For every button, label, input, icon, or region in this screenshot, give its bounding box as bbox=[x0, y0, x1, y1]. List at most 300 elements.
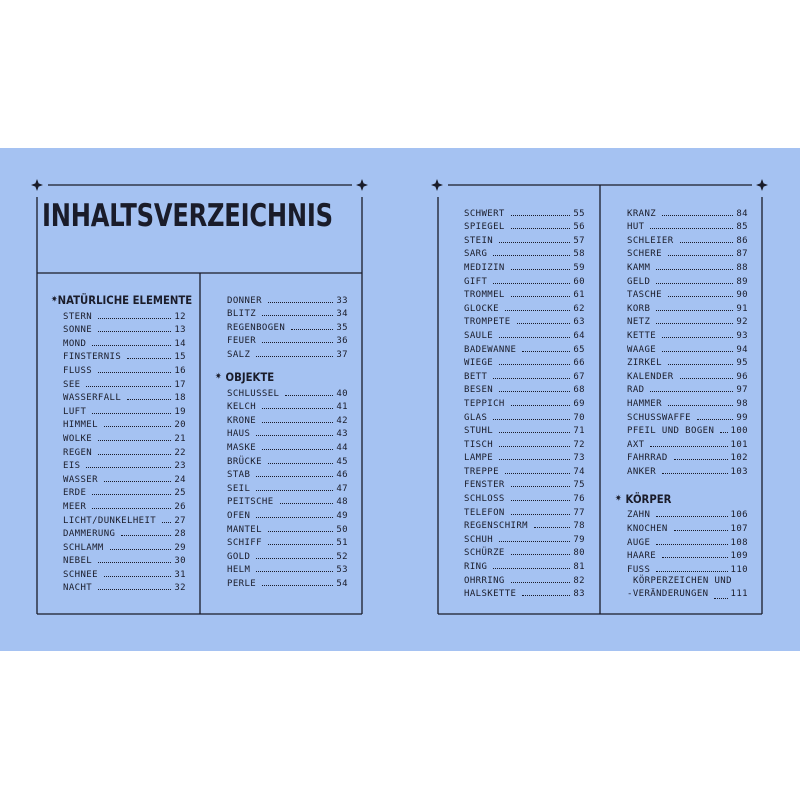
toc-leader-dots bbox=[720, 432, 727, 433]
toc-entry-page: 77 bbox=[573, 507, 585, 518]
toc-entry-page: 64 bbox=[573, 330, 585, 341]
toc-entry-label: NEBEL bbox=[63, 556, 93, 567]
toc-entry-page: 61 bbox=[573, 290, 585, 301]
toc-entry[interactable] bbox=[464, 219, 585, 233]
toc-entry-page: 82 bbox=[573, 575, 585, 586]
toc-leader-dots bbox=[674, 530, 728, 531]
toc-entry[interactable] bbox=[464, 477, 585, 491]
toc-entry-page: 98 bbox=[736, 398, 748, 409]
toc-entry[interactable] bbox=[627, 259, 748, 273]
toc-entry[interactable] bbox=[63, 376, 186, 390]
toc-entry[interactable] bbox=[464, 273, 585, 287]
toc-entry-label: SCHUSSWAFFE bbox=[627, 412, 692, 423]
toc-entry-label: SCHNEE bbox=[63, 569, 98, 580]
toc-entry[interactable] bbox=[227, 333, 348, 347]
section-star-icon: ✷ bbox=[215, 371, 222, 382]
toc-entry[interactable] bbox=[464, 450, 585, 464]
toc-entry-page: 28 bbox=[174, 529, 186, 540]
toc-entry-label: MOND bbox=[63, 338, 87, 349]
toc-entry[interactable] bbox=[464, 545, 585, 559]
toc-leader-dots bbox=[268, 463, 333, 464]
toc-entry[interactable] bbox=[63, 566, 186, 580]
toc-entry[interactable] bbox=[63, 390, 186, 404]
toc-entry[interactable] bbox=[464, 504, 585, 518]
toc-entry[interactable] bbox=[627, 232, 748, 246]
toc-entry-page: 72 bbox=[573, 439, 585, 450]
toc-entry-label: SCHÜRZE bbox=[464, 548, 505, 559]
toc-leader-dots bbox=[668, 296, 733, 297]
toc-entry[interactable] bbox=[63, 498, 186, 512]
toc-leader-dots bbox=[656, 310, 733, 311]
toc-entry-label: DONNER bbox=[227, 295, 262, 306]
toc-leader-dots bbox=[511, 514, 571, 515]
toc-leader-dots bbox=[656, 516, 727, 517]
toc-entry-page: 44 bbox=[336, 442, 348, 453]
toc-entry-page: 109 bbox=[730, 551, 748, 562]
toc-entry-label: SALZ bbox=[227, 349, 251, 360]
toc-entry-page: 106 bbox=[730, 510, 748, 521]
toc-entry[interactable] bbox=[464, 327, 585, 341]
toc-entry[interactable] bbox=[63, 430, 186, 444]
toc-entry[interactable] bbox=[464, 232, 585, 246]
toc-entry-label: SCHUH bbox=[464, 534, 494, 545]
toc-entry-page: 97 bbox=[736, 385, 748, 396]
toc-entry[interactable] bbox=[227, 521, 348, 535]
toc-entry-label: OHRRING bbox=[464, 575, 505, 586]
toc-leader-dots bbox=[656, 269, 733, 270]
toc-entry-label: BRÜCKE bbox=[227, 456, 262, 467]
toc-entry[interactable] bbox=[464, 259, 585, 273]
toc-entry-page: 74 bbox=[573, 466, 585, 477]
toc-leader-dots bbox=[121, 535, 171, 536]
toc-entry-label: STUHL bbox=[464, 426, 494, 437]
ornament-star-icon bbox=[756, 179, 768, 191]
toc-entry[interactable] bbox=[227, 399, 348, 413]
toc-leader-dots bbox=[522, 595, 570, 596]
toc-entry[interactable] bbox=[227, 548, 348, 562]
toc-entry[interactable] bbox=[227, 480, 348, 494]
toc-entry[interactable] bbox=[627, 382, 748, 396]
toc-entry-page: 24 bbox=[174, 474, 186, 485]
toc-entry-label: WOLKE bbox=[63, 433, 93, 444]
toc-entry-label: KELCH bbox=[227, 402, 257, 413]
toc-entry-page: 85 bbox=[736, 222, 748, 233]
toc-entry-page: 67 bbox=[573, 371, 585, 382]
toc-leader-dots bbox=[104, 426, 171, 427]
toc-entry-label: KRONE bbox=[227, 415, 257, 426]
toc-entry[interactable] bbox=[464, 572, 585, 586]
toc-entry[interactable] bbox=[63, 512, 186, 526]
toc-entry[interactable] bbox=[627, 219, 748, 233]
toc-leader-dots bbox=[127, 399, 171, 400]
toc-entry[interactable] bbox=[627, 436, 748, 450]
toc-entry[interactable] bbox=[627, 355, 748, 369]
toc-entry-page: 79 bbox=[573, 534, 585, 545]
toc-entry[interactable] bbox=[627, 575, 748, 602]
toc-entry-page: 108 bbox=[730, 537, 748, 548]
toc-entry[interactable] bbox=[464, 314, 585, 328]
toc-entry[interactable] bbox=[63, 539, 186, 553]
toc-leader-dots bbox=[499, 364, 570, 365]
toc-entry-page: 41 bbox=[336, 402, 348, 413]
toc-entry-page: 56 bbox=[573, 222, 585, 233]
toc-entry[interactable] bbox=[627, 205, 748, 219]
toc-entry[interactable] bbox=[464, 382, 585, 396]
toc-entry-page: 101 bbox=[730, 439, 748, 450]
toc-entry[interactable] bbox=[63, 417, 186, 431]
toc-leader-dots bbox=[98, 589, 171, 590]
toc-leader-dots bbox=[98, 331, 171, 332]
toc-entry-label: WASSERFALL bbox=[63, 393, 122, 404]
toc-entry-page: 81 bbox=[573, 562, 585, 573]
toc-column-3 bbox=[464, 205, 585, 599]
toc-column-1 bbox=[51, 292, 193, 594]
toc-leader-dots bbox=[656, 283, 733, 284]
section-heading-natuerliche-elemente: ✷ NATÜRLICHE ELEMENTE bbox=[51, 293, 193, 307]
toc-leader-dots bbox=[92, 508, 171, 509]
toc-leader-dots bbox=[517, 323, 571, 324]
toc-entry-page: 23 bbox=[174, 461, 186, 472]
toc-entry[interactable] bbox=[627, 423, 748, 437]
toc-entry[interactable] bbox=[227, 319, 348, 333]
toc-entry-label: SEIL bbox=[227, 483, 251, 494]
toc-leader-dots bbox=[650, 391, 733, 392]
toc-leader-dots bbox=[256, 476, 333, 477]
toc-leader-dots bbox=[680, 378, 734, 379]
toc-entry-label: HAARE bbox=[627, 551, 657, 562]
toc-leader-dots bbox=[499, 446, 570, 447]
toc-entry-label: NETZ bbox=[627, 317, 651, 328]
toc-entry-page: 76 bbox=[573, 494, 585, 505]
toc-entry-label: SAULE bbox=[464, 330, 494, 341]
toc-entry-page: 57 bbox=[573, 235, 585, 246]
toc-leader-dots bbox=[256, 558, 333, 559]
toc-entry-page: 16 bbox=[174, 365, 186, 376]
toc-entry-page: 52 bbox=[336, 551, 348, 562]
toc-entry-page: 71 bbox=[573, 426, 585, 437]
toc-entry-label: PERLE bbox=[227, 578, 257, 589]
toc-entry-label: SCHLUSSEL bbox=[227, 388, 280, 399]
toc-entry-label: SEE bbox=[63, 379, 81, 390]
toc-entry[interactable] bbox=[227, 453, 348, 467]
toc-entry-page: 83 bbox=[573, 589, 585, 600]
toc-entry-page: 80 bbox=[573, 548, 585, 559]
toc-entry[interactable] bbox=[464, 300, 585, 314]
toc-entry-label: STAB bbox=[227, 470, 251, 481]
toc-leader-dots bbox=[499, 391, 570, 392]
toc-entry-page: 99 bbox=[736, 412, 748, 423]
toc-entry[interactable] bbox=[63, 526, 186, 540]
toc-entry-page: 102 bbox=[730, 453, 748, 464]
toc-entry-label: KALENDER bbox=[627, 371, 674, 382]
toc-entry-page: 93 bbox=[736, 330, 748, 341]
toc-entry[interactable] bbox=[464, 531, 585, 545]
toc-entry[interactable] bbox=[227, 494, 348, 508]
toc-entry-page: 49 bbox=[336, 510, 348, 521]
toc-leader-dots bbox=[505, 473, 570, 474]
toc-entry[interactable] bbox=[63, 553, 186, 567]
toc-leader-dots bbox=[511, 486, 571, 487]
toc-entry[interactable] bbox=[227, 412, 348, 426]
toc-leader-dots bbox=[104, 481, 171, 482]
toc-entry-label: KETTE bbox=[627, 330, 657, 341]
toc-entry-page: 17 bbox=[174, 379, 186, 390]
toc-entry-label: SCHLAMM bbox=[63, 542, 104, 553]
toc-entry-page: 65 bbox=[573, 344, 585, 355]
toc-leader-dots bbox=[162, 522, 171, 523]
toc-entry-label: HUT bbox=[627, 222, 645, 233]
toc-entry[interactable] bbox=[627, 548, 748, 562]
toc-entry[interactable] bbox=[227, 426, 348, 440]
toc-entry[interactable] bbox=[464, 463, 585, 477]
toc-entry-page: 26 bbox=[174, 501, 186, 512]
toc-entry[interactable] bbox=[627, 287, 748, 301]
toc-entry-page: 84 bbox=[736, 208, 748, 219]
toc-leader-dots bbox=[662, 351, 733, 352]
toc-entry[interactable] bbox=[63, 580, 186, 594]
toc-entry-label: SONNE bbox=[63, 325, 93, 336]
toc-entry-page: 40 bbox=[336, 388, 348, 399]
toc-entry-page: 62 bbox=[573, 303, 585, 314]
toc-entry-label: MANTEL bbox=[227, 524, 262, 535]
toc-entry-label: REGEN bbox=[63, 447, 93, 458]
toc-entry-page: 33 bbox=[336, 295, 348, 306]
toc-entry-page: 12 bbox=[174, 311, 186, 322]
toc-entry-page: 70 bbox=[573, 412, 585, 423]
toc-entry-label: HIMMEL bbox=[63, 420, 98, 431]
toc-entry-label: GLAS bbox=[464, 412, 488, 423]
toc-entry-label: TELEFON bbox=[464, 507, 505, 518]
toc-entry-page: 63 bbox=[573, 317, 585, 328]
toc-entry-label: AUGE bbox=[627, 537, 651, 548]
toc-leader-dots bbox=[668, 255, 733, 256]
toc-entry[interactable] bbox=[227, 575, 348, 589]
toc-leader-dots bbox=[511, 228, 571, 229]
toc-leader-dots bbox=[98, 372, 171, 373]
toc-entry-label: SCHLEIER bbox=[627, 235, 674, 246]
toc-entry[interactable] bbox=[627, 341, 748, 355]
toc-entry-label: FLUSS bbox=[63, 365, 93, 376]
toc-entry[interactable] bbox=[627, 507, 748, 521]
toc-entry-page: 18 bbox=[174, 393, 186, 404]
toc-entry[interactable] bbox=[63, 362, 186, 376]
toc-entry-label: HELM bbox=[227, 565, 251, 576]
toc-entry-label: RING bbox=[464, 562, 488, 573]
toc-entry[interactable] bbox=[464, 490, 585, 504]
toc-entry[interactable] bbox=[627, 368, 748, 382]
toc-entry[interactable] bbox=[63, 349, 186, 363]
toc-leader-dots bbox=[262, 342, 333, 343]
toc-entry[interactable] bbox=[627, 273, 748, 287]
toc-entry[interactable] bbox=[627, 246, 748, 260]
toc-entry[interactable] bbox=[627, 327, 748, 341]
toc-entry-page: 51 bbox=[336, 538, 348, 549]
toc-entry-page: 48 bbox=[336, 497, 348, 508]
toc-entry[interactable] bbox=[464, 436, 585, 450]
toc-entry[interactable] bbox=[63, 471, 186, 485]
toc-entry[interactable] bbox=[627, 534, 748, 548]
toc-entry[interactable] bbox=[627, 561, 748, 575]
toc-entry-label: KAMM bbox=[627, 262, 651, 273]
toc-entry-page: 42 bbox=[336, 415, 348, 426]
toc-entry-label: WIEGE bbox=[464, 358, 494, 369]
toc-entry[interactable] bbox=[63, 458, 186, 472]
toc-entry[interactable] bbox=[227, 306, 348, 320]
toc-entry[interactable] bbox=[464, 341, 585, 355]
toc-entry-label: BETT bbox=[464, 371, 488, 382]
toc-column-2 bbox=[215, 292, 348, 589]
toc-leader-dots bbox=[110, 549, 172, 550]
toc-entry-label: HAUS bbox=[227, 429, 251, 440]
toc-entry-label: SCHLOSS bbox=[464, 494, 505, 505]
toc-entry-label: GIFT bbox=[464, 276, 488, 287]
toc-leader-dots bbox=[511, 500, 571, 501]
toc-entry-label: OFEN bbox=[227, 510, 251, 521]
toc-entry-page: 107 bbox=[730, 524, 748, 535]
toc-entry[interactable] bbox=[464, 409, 585, 423]
toc-leader-dots bbox=[92, 494, 171, 495]
toc-leader-dots bbox=[674, 459, 728, 460]
toc-leader-dots bbox=[262, 449, 333, 450]
toc-leader-dots bbox=[511, 215, 571, 216]
toc-entry-page: 37 bbox=[336, 349, 348, 360]
toc-entry[interactable] bbox=[464, 287, 585, 301]
toc-leader-dots bbox=[662, 215, 733, 216]
toc-entry-page: 110 bbox=[730, 564, 748, 575]
toc-entry-label: KNOCHEN bbox=[627, 524, 668, 535]
toc-entry-page: 95 bbox=[736, 358, 748, 369]
section-star-icon: ✷ bbox=[51, 295, 58, 305]
toc-entry[interactable] bbox=[627, 395, 748, 409]
toc-entry-label: LAMPE bbox=[464, 453, 494, 464]
toc-leader-dots bbox=[505, 310, 570, 311]
toc-leader-dots bbox=[98, 562, 171, 563]
toc-leader-dots bbox=[511, 582, 571, 583]
toc-entry[interactable] bbox=[63, 403, 186, 417]
toc-entry[interactable] bbox=[464, 586, 585, 600]
toc-entry-label: WAAGE bbox=[627, 344, 657, 355]
toc-leader-dots bbox=[268, 302, 333, 303]
toc-entry-page: 30 bbox=[174, 556, 186, 567]
ornament-star-icon bbox=[431, 179, 443, 191]
toc-entry-page: 31 bbox=[174, 569, 186, 580]
toc-leader-dots bbox=[104, 576, 171, 577]
toc-entry[interactable] bbox=[227, 385, 348, 399]
toc-leader-dots bbox=[511, 269, 571, 270]
toc-entry[interactable] bbox=[464, 518, 585, 532]
toc-entry-label: STERN bbox=[63, 311, 93, 322]
toc-entry[interactable] bbox=[227, 346, 348, 360]
toc-entry-page: 111 bbox=[730, 589, 748, 600]
toc-entry-label: PEITSCHE bbox=[227, 497, 274, 508]
toc-entry[interactable] bbox=[464, 558, 585, 572]
toc-leader-dots bbox=[650, 446, 727, 447]
toc-entry[interactable] bbox=[227, 292, 348, 306]
toc-leader-dots bbox=[534, 527, 570, 528]
toc-leader-dots bbox=[656, 544, 727, 545]
toc-entry-page: 92 bbox=[736, 317, 748, 328]
toc-entry[interactable] bbox=[627, 314, 748, 328]
toc-entry[interactable] bbox=[63, 322, 186, 336]
toc-leader-dots bbox=[98, 454, 171, 455]
toc-leader-dots bbox=[668, 405, 733, 406]
toc-entry[interactable] bbox=[627, 300, 748, 314]
toc-entry[interactable] bbox=[227, 439, 348, 453]
toc-entry-label: BADEWANNE bbox=[464, 344, 517, 355]
toc-entry-label: MASKE bbox=[227, 442, 257, 453]
toc-entry-label: EIS bbox=[63, 461, 81, 472]
toc-leader-dots bbox=[256, 517, 333, 518]
toc-entry-page: 54 bbox=[336, 578, 348, 589]
toc-entry-page: 25 bbox=[174, 488, 186, 499]
toc-entry-label: SARG bbox=[464, 249, 488, 260]
toc-entry-label: REGENBOGEN bbox=[227, 322, 286, 333]
toc-entry-label: GOLD bbox=[227, 551, 251, 562]
toc-entry[interactable] bbox=[464, 395, 585, 409]
toc-entry-label: RAD bbox=[627, 385, 645, 396]
toc-leader-dots bbox=[499, 242, 570, 243]
toc-leader-dots bbox=[511, 296, 571, 297]
toc-leader-dots bbox=[92, 345, 171, 346]
toc-entry[interactable] bbox=[464, 423, 585, 437]
toc-entry[interactable] bbox=[227, 535, 348, 549]
toc-entry[interactable] bbox=[63, 485, 186, 499]
toc-entry-label: LICHT/DUNKELHEIT bbox=[63, 515, 157, 526]
toc-entry[interactable] bbox=[63, 308, 186, 322]
toc-entry-label: KÖRPERZEICHEN UND bbox=[633, 575, 732, 586]
toc-entry-label: TREPPE bbox=[464, 466, 499, 477]
toc-leader-dots bbox=[280, 503, 334, 504]
toc-leader-dots bbox=[256, 435, 333, 436]
toc-entry[interactable] bbox=[464, 355, 585, 369]
toc-entry-label: LUFT bbox=[63, 406, 87, 417]
toc-entry[interactable] bbox=[227, 467, 348, 481]
toc-leader-dots bbox=[127, 358, 171, 359]
toc-entry-page: 103 bbox=[730, 466, 748, 477]
toc-entry-page: 34 bbox=[336, 309, 348, 320]
toc-entry-page: 47 bbox=[336, 483, 348, 494]
toc-entry[interactable] bbox=[63, 444, 186, 458]
toc-leader-dots bbox=[98, 440, 171, 441]
toc-entry[interactable] bbox=[464, 205, 585, 219]
toc-leader-dots bbox=[285, 395, 333, 396]
toc-leader-dots bbox=[262, 408, 333, 409]
toc-leader-dots bbox=[262, 315, 333, 316]
toc-leader-dots bbox=[499, 432, 570, 433]
toc-entry[interactable] bbox=[627, 409, 748, 423]
toc-entry[interactable] bbox=[627, 520, 748, 534]
toc-entry-label: TEPPICH bbox=[464, 398, 505, 409]
toc-leader-dots bbox=[98, 318, 171, 319]
toc-entry-page: 68 bbox=[573, 385, 585, 396]
toc-entry[interactable] bbox=[227, 562, 348, 576]
toc-entry[interactable] bbox=[464, 368, 585, 382]
toc-entry-page: 53 bbox=[336, 565, 348, 576]
toc-leader-dots bbox=[662, 337, 733, 338]
toc-entry[interactable] bbox=[227, 507, 348, 521]
toc-entry-label: HAMMER bbox=[627, 398, 662, 409]
toc-entry[interactable] bbox=[627, 450, 748, 464]
toc-entry[interactable] bbox=[464, 246, 585, 260]
toc-leader-dots bbox=[499, 541, 570, 542]
toc-entry[interactable] bbox=[63, 335, 186, 349]
toc-entry-label: SCHWERT bbox=[464, 208, 505, 219]
toc-entry-page: 36 bbox=[336, 336, 348, 347]
toc-leader-dots bbox=[92, 413, 171, 414]
toc-leader-dots bbox=[256, 356, 333, 357]
toc-entry[interactable] bbox=[627, 463, 748, 477]
toc-entry-page: 55 bbox=[573, 208, 585, 219]
